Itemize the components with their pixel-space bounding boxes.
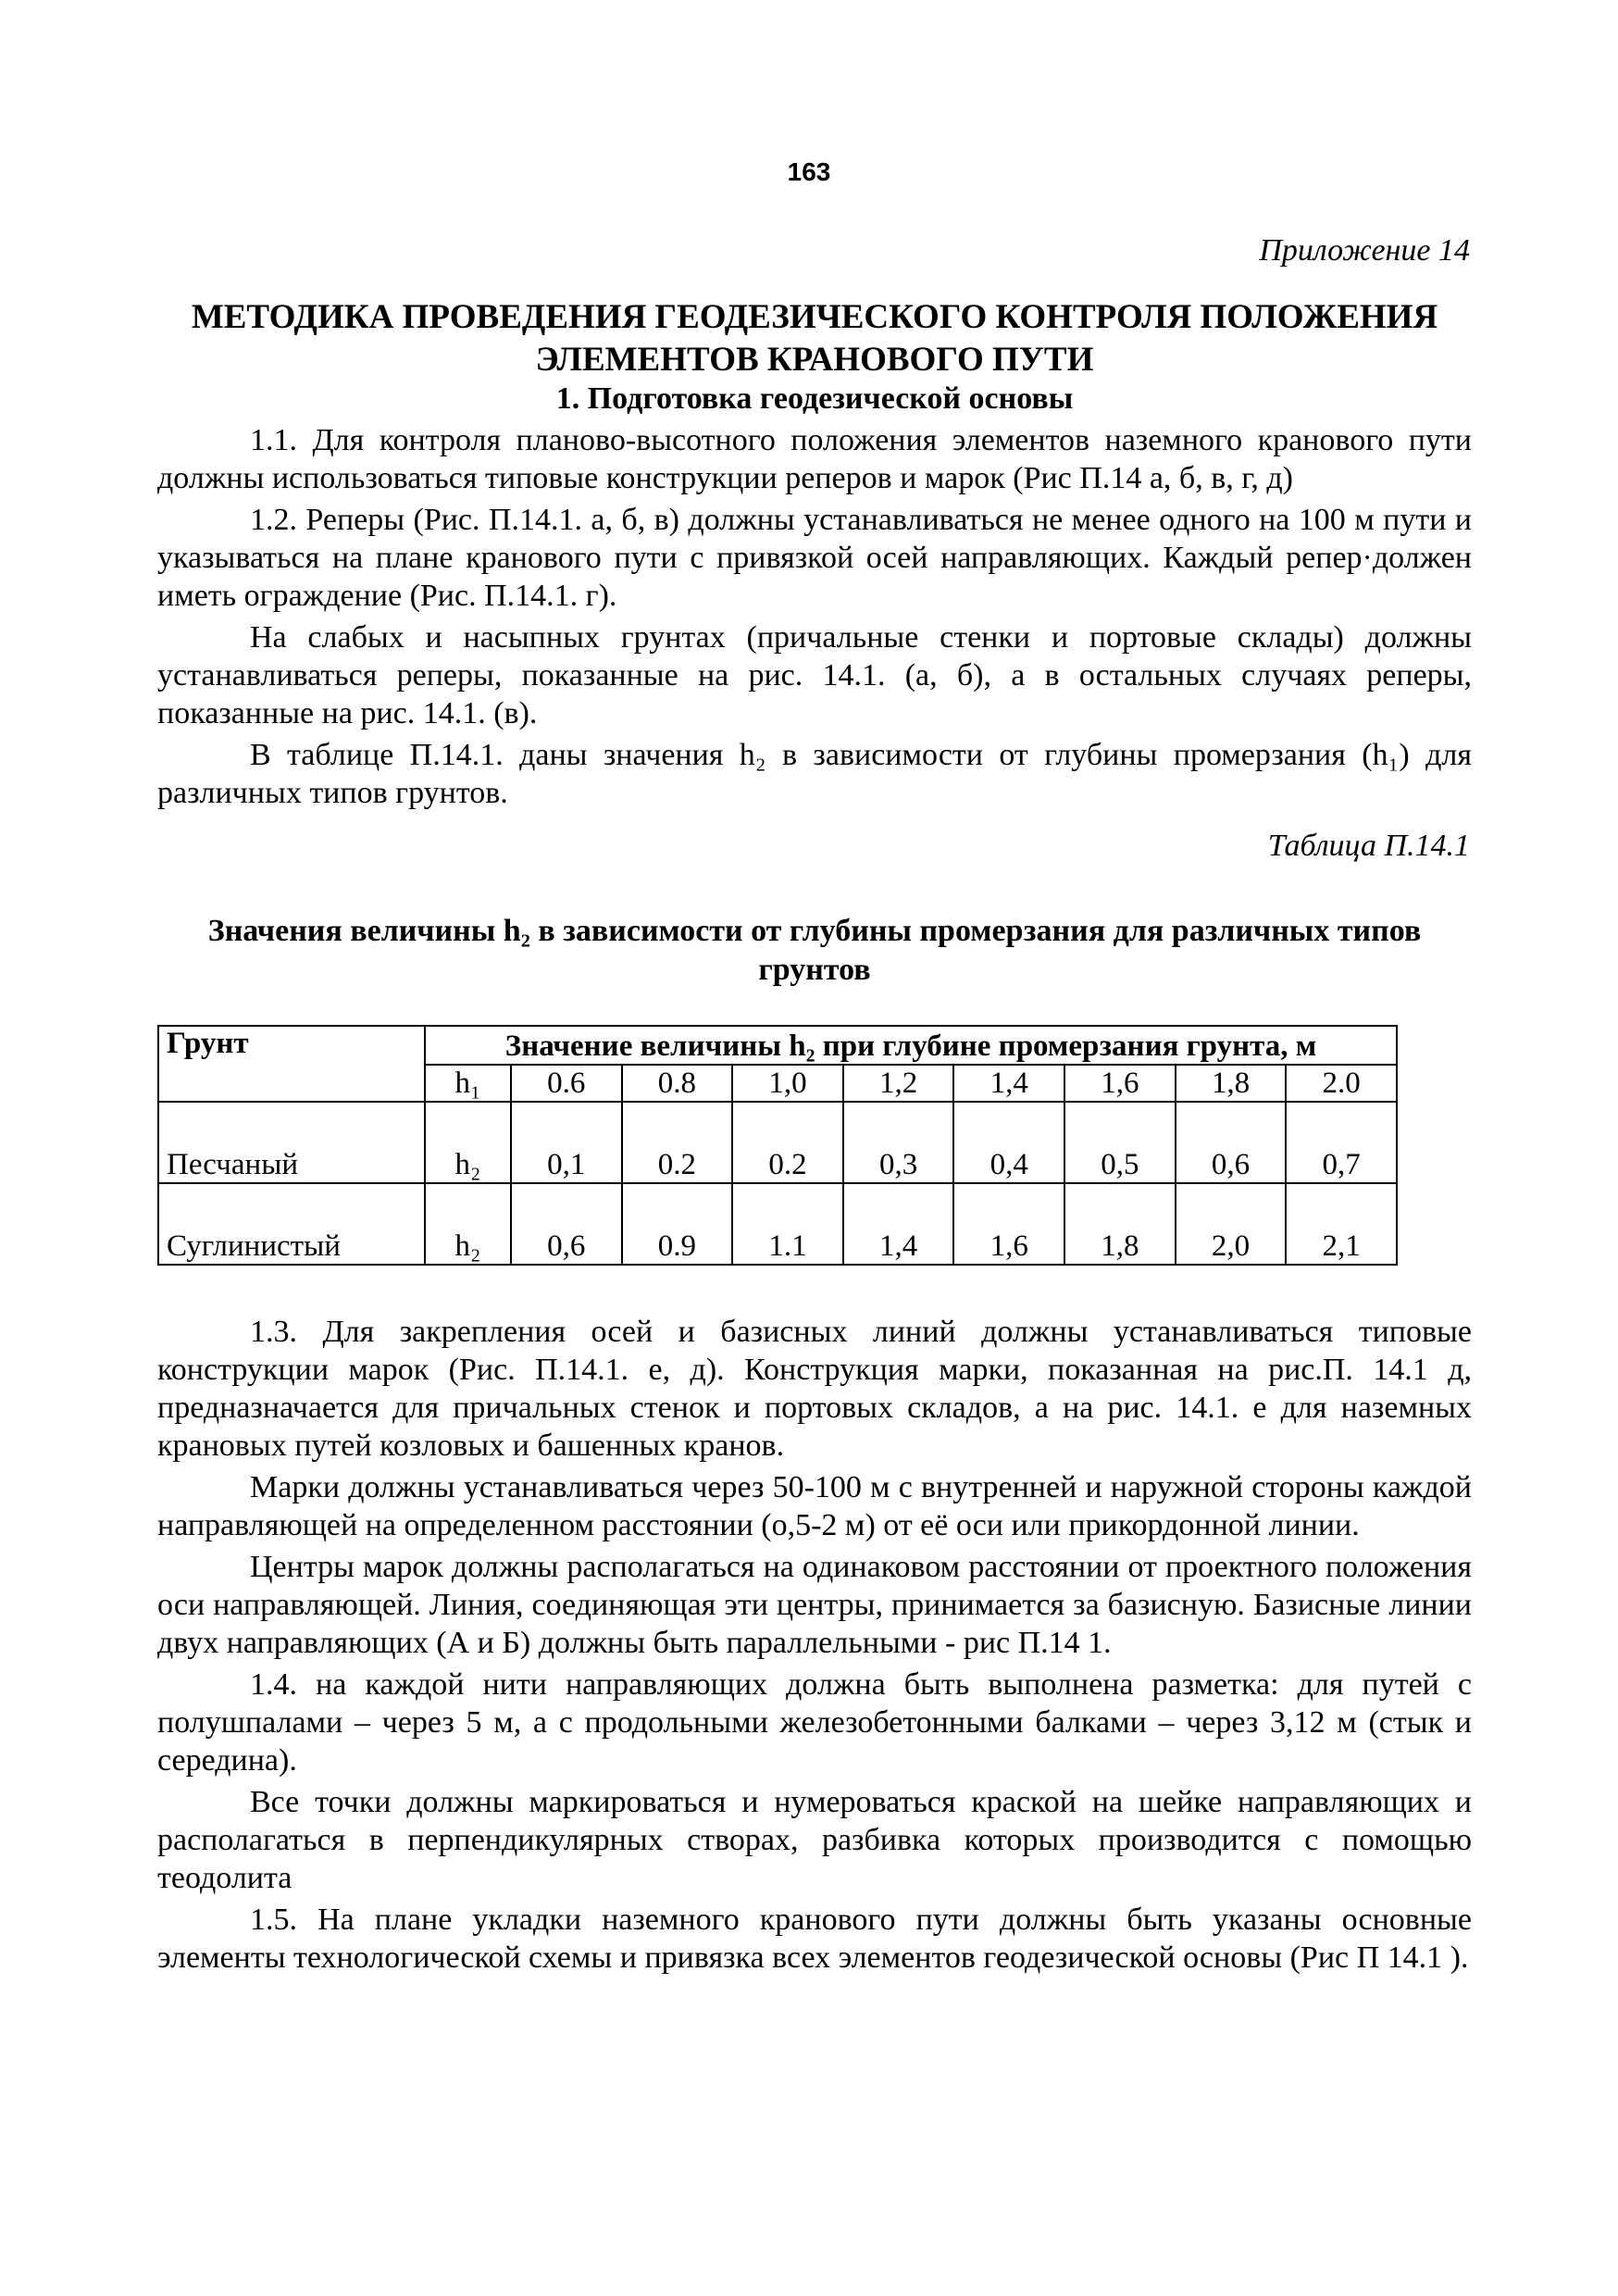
- soil-name: Песчаный: [158, 1102, 425, 1183]
- document-title: МЕТОДИКА ПРОВЕДЕНИЯ ГЕОДЕЗИЧЕСКОГО КОНТРОЛЯ ПОЛОЖЕНИЯ ЭЛЕМЕНТОВ КРАНОВОГО ПУТИ: [191, 298, 1438, 379]
- h2-value: 0,1: [511, 1102, 622, 1183]
- table-header-row: [158, 1026, 1397, 1065]
- h2-value: 1,8: [1064, 1183, 1176, 1265]
- frost-depth-table: [157, 1025, 1398, 1266]
- h2-value: 0.9: [622, 1183, 733, 1265]
- h2-value: 0,7: [1286, 1102, 1397, 1183]
- paragraph-soils: На слабых и насыпных грунтах (причальные стенки и портовые склады) должны устанавливаться реперы, показанные на рис. 14.1. (а, б), а в остальных случаях реперы, показанные на рис. 14.1. (в).: [157, 620, 1472, 730]
- h2-value: 1,6: [953, 1183, 1064, 1265]
- paragraph-table-ref: В таблице П.14.1. даны значения h₂ в зависимости от глубины промерзания (h₁) для различных типов грунтов.: [157, 738, 1472, 810]
- h2-value: 2,1: [1286, 1183, 1397, 1265]
- paragraph-1-1: 1.1. Для контроля планово-высотного положения элементов наземного кранового пути должны использоваться типовые конструкции реперов и марок (Рис П.14 а, б, в, г, д): [157, 423, 1472, 495]
- paragraph-1-2: 1.2. Реперы (Рис. П.14.1. а, б, в) должны устанавливаться не менее одного на 100 м пути и указываться на плане кранового пути с привязкой осей направляющих. Каждый репер·должен иметь ограждение (Рис. П.14.1. г).: [157, 503, 1472, 613]
- h2-value: 1,4: [843, 1183, 954, 1265]
- h1-value: 1,4: [953, 1065, 1064, 1102]
- text-block-top: [157, 421, 1472, 816]
- h1-value: 1,6: [1064, 1065, 1176, 1102]
- h2-value: 0,6: [511, 1183, 622, 1265]
- header-h2-span: Значение величины h₂ при глубине промерзания грунта, м: [425, 1026, 1397, 1065]
- table-title: Значения величины h₂ в зависимости от глубины промерзания для различных типов грунтов: [207, 914, 1422, 987]
- h1-value: 1,2: [843, 1065, 954, 1102]
- h1-label: h₁: [425, 1065, 511, 1102]
- h2-value: 0.2: [622, 1102, 733, 1183]
- text-block-bottom: [157, 1313, 1472, 1980]
- h1-value: 1,8: [1176, 1065, 1287, 1102]
- paragraph-1-4: 1.4. на каждой нити направляющих должна быть выполнена разметка: для путей с полушпалами – через 5 м, а с продольными железобетонными балками – через 3,12 м (стык и середина).: [157, 1667, 1472, 1778]
- h1-value: 0.6: [511, 1065, 622, 1102]
- paragraph-marks-spacing: Марки должны устанавливаться через 50-100 м с внутренней и наружной стороны каждой направляющей на определенном расстоянии (о,5-2 м) от её оси или прикордонной линии.: [157, 1470, 1472, 1542]
- paragraph-1-5: 1.5. На плане укладки наземного кранового пути должны быть указаны основные элементы технологической схемы и привязка всех элементов геодезической основы (Рис П 14.1 ).: [157, 1903, 1472, 1975]
- h2-value: 0,6: [1176, 1102, 1287, 1183]
- h1-value: 1,0: [732, 1065, 843, 1102]
- table-label: Таблица П.14.1: [1267, 829, 1470, 863]
- h1-value: 0.8: [622, 1065, 733, 1102]
- table-row: [158, 1183, 1397, 1265]
- h2-value: 0,4: [953, 1102, 1064, 1183]
- paragraph-points-marking: Все точки должны маркироваться и нумероваться краской на шейке направляющих и располагаться в перпендикулярных створах, разбивка которых производится с помощью теодолита: [157, 1785, 1472, 1895]
- h2-value: 0,5: [1064, 1102, 1176, 1183]
- table-row: [158, 1102, 1397, 1183]
- h2-value: 1.1: [732, 1183, 843, 1265]
- h2-label: h₂: [425, 1102, 511, 1183]
- h2-value: 2,0: [1176, 1183, 1287, 1265]
- soil-name: Суглинистый: [158, 1183, 425, 1265]
- h2-label: h₂: [425, 1183, 511, 1265]
- h2-value: 0.2: [732, 1102, 843, 1183]
- paragraph-1-3: 1.3. Для закрепления осей и базисных линий должны устанавливаться типовые конструкции марок (Рис. П.14.1. е, д). Конструкция марки, показанная на рис.П. 14.1 д, предназначается для причальных стенок и портовых складов, а на рис. 14.1. е для наземных крановых путей козловых и башенных кранов.: [157, 1315, 1472, 1463]
- appendix-label: Приложение 14: [1259, 233, 1470, 268]
- page-number: 163: [787, 157, 831, 186]
- h2-value: 0,3: [843, 1102, 954, 1183]
- h1-value: 2.0: [1286, 1065, 1397, 1102]
- section-title: 1. Подготовка геодезической основы: [555, 381, 1074, 416]
- paragraph-mark-centers: Центры марок должны располагаться на одинаковом расстоянии от проектного положения оси направляющей. Линия, соединяющая эти центры, принимается за базисную. Базисные линии двух направляющих (А и Б) должны быть параллельными - рис П.14 1.: [157, 1550, 1472, 1660]
- header-soil: Грунт: [158, 1026, 425, 1102]
